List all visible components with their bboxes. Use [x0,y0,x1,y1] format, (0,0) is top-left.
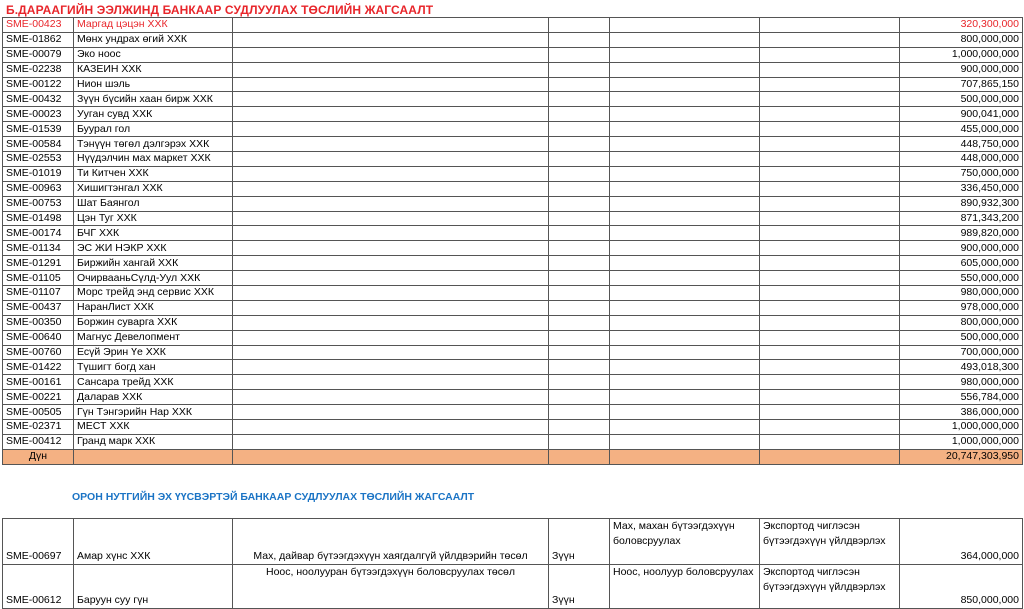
empty-cell [549,137,610,152]
company-name-cell: Нүүдэлчин мах маркет ХХК [74,152,233,167]
empty-cell [233,181,549,196]
region-cell: Зүүн [549,565,610,609]
project-code-cell: SME-00584 [3,137,74,152]
empty-cell [549,226,610,241]
empty-cell [760,166,900,181]
product-cell: Ноос, ноолуур боловсруулах [610,565,760,609]
amount-cell: 900,000,000 [900,241,1023,256]
empty-cell [549,211,610,226]
project-code-cell: SME-01107 [3,286,74,301]
empty-cell [760,107,900,122]
amount-cell: 556,784,000 [900,390,1023,405]
amount-cell: 500,000,000 [900,92,1023,107]
project-code-cell: SME-00697 [3,519,74,565]
empty-cell [233,122,549,137]
empty-cell [760,32,900,47]
empty-cell [610,226,760,241]
empty-cell [610,420,760,435]
empty-cell [233,62,549,77]
empty-cell [760,375,900,390]
table-row [3,345,1023,360]
table-row [3,360,1023,375]
amount-cell: 900,041,000 [900,107,1023,122]
table-row [3,62,1023,77]
amount-cell: 989,820,000 [900,226,1023,241]
amount-cell: 871,343,200 [900,211,1023,226]
project-code-cell: SME-01019 [3,166,74,181]
company-name-cell: ЭС ЖИ НЭКР ХХК [74,241,233,256]
empty-cell [610,166,760,181]
project-code-cell: SME-00423 [3,18,74,33]
main-project-table [2,17,1023,465]
empty-cell [233,92,549,107]
empty-cell [549,375,610,390]
amount-cell: 750,000,000 [900,166,1023,181]
empty-cell [760,300,900,315]
empty-cell [610,77,760,92]
empty-cell [610,315,760,330]
amount-cell: 1,000,000,000 [900,420,1023,435]
empty-cell [549,92,610,107]
company-name-cell: Биржийн хангай ХХК [74,256,233,271]
empty-cell [610,271,760,286]
empty-cell [549,315,610,330]
amount-cell: 978,000,000 [900,300,1023,315]
company-name-cell: Тэнүүн төгөл дэлгэрэх ХХК [74,137,233,152]
empty-cell [760,330,900,345]
project-code-cell: SME-01422 [3,360,74,375]
company-name-cell: Ти Китчен ХХК [74,166,233,181]
empty-cell [233,226,549,241]
table-row [3,256,1023,271]
company-name-cell: Эко ноос [74,47,233,62]
empty-cell [610,122,760,137]
empty-cell [760,315,900,330]
local-table-row [3,565,1023,609]
table-row [3,137,1023,152]
empty-cell [549,32,610,47]
amount-cell: 455,000,000 [900,122,1023,137]
company-name-cell: Баруун суу гүн [74,565,233,609]
empty-cell [549,18,610,33]
company-name-cell: Маргад цэцэн ХХК [74,18,233,33]
project-code-cell: SME-00437 [3,300,74,315]
amount-cell: 707,865,150 [900,77,1023,92]
local-table-row [3,519,1023,565]
empty-cell [610,300,760,315]
empty-cell [233,152,549,167]
company-name-cell: Гүн Тэнгэрийн Нар ХХК [74,405,233,420]
table-row [3,390,1023,405]
company-name-cell: Түшигт богд хан [74,360,233,375]
company-name-cell: Нион шэль [74,77,233,92]
empty-cell [233,286,549,301]
empty-cell [760,420,900,435]
empty-cell [760,434,900,449]
empty-cell [610,211,760,226]
company-name-cell: Шат Баянгол [74,196,233,211]
category-cell: Экспортод чиглэсэн бүтээгдэхүүн үйлдвэрлэх [760,565,900,609]
empty-cell [74,449,233,464]
table-row [3,152,1023,167]
project-code-cell: SME-01539 [3,122,74,137]
empty-cell [760,226,900,241]
empty-cell [549,256,610,271]
table-row [3,32,1023,47]
amount-cell: 1,000,000,000 [900,47,1023,62]
category-cell: Экспортод чиглэсэн бүтээгдэхүүн үйлдвэрлэх [760,519,900,565]
company-name-cell: КАЗЕИН ХХК [74,62,233,77]
company-name-cell: МЕСТ ХХК [74,420,233,435]
project-code-cell: SME-02238 [3,62,74,77]
empty-cell [760,390,900,405]
amount-cell: 605,000,000 [900,256,1023,271]
empty-cell [760,360,900,375]
project-code-cell: SME-00412 [3,434,74,449]
amount-cell: 800,000,000 [900,32,1023,47]
project-code-cell: SME-00122 [3,77,74,92]
amount-cell: 890,932,300 [900,196,1023,211]
project-description-cell: Мах, дайвар бүтээгдэхүүн хаягдалгүй үйлдвэрийн төсөл [233,519,549,565]
empty-cell [233,330,549,345]
empty-cell [760,256,900,271]
table-row [3,420,1023,435]
amount-cell: 364,000,000 [900,519,1023,565]
empty-cell [233,211,549,226]
empty-cell [549,152,610,167]
table-row [3,122,1023,137]
empty-cell [760,152,900,167]
project-code-cell: SME-00221 [3,390,74,405]
project-code-cell: SME-00753 [3,196,74,211]
empty-cell [233,271,549,286]
table-row [3,271,1023,286]
company-name-cell: Магнус Девелопмент [74,330,233,345]
total-label: Дүн [3,449,74,464]
empty-cell [549,345,610,360]
table-row [3,434,1023,449]
empty-cell [233,360,549,375]
empty-cell [610,196,760,211]
table-row [3,107,1023,122]
empty-cell [549,360,610,375]
amount-cell: 336,450,000 [900,181,1023,196]
total-amount: 20,747,303,950 [900,449,1023,464]
empty-cell [233,256,549,271]
company-name-cell: Боржин суварга ХХК [74,315,233,330]
main-list-title: Б.ДАРААГИЙН ЭЭЛЖИНД БАНКААР СУДЛУУЛАХ ТӨСЛИЙН ЖАГСААЛТ [6,3,434,17]
project-code-cell: SME-01105 [3,271,74,286]
company-name-cell: БЧГ ХХК [74,226,233,241]
empty-cell [233,107,549,122]
project-code-cell: SME-01134 [3,241,74,256]
amount-cell: 500,000,000 [900,330,1023,345]
empty-cell [549,196,610,211]
project-code-cell: SME-01498 [3,211,74,226]
table-row [3,47,1023,62]
empty-cell [760,181,900,196]
empty-cell [760,286,900,301]
empty-cell [760,405,900,420]
amount-cell: 800,000,000 [900,315,1023,330]
amount-cell: 700,000,000 [900,345,1023,360]
table-row [3,226,1023,241]
empty-cell [549,47,610,62]
empty-cell [760,92,900,107]
amount-cell: 386,000,000 [900,405,1023,420]
table-row [3,375,1023,390]
empty-cell [549,390,610,405]
empty-cell [233,375,549,390]
project-code-cell: SME-00963 [3,181,74,196]
table-row [3,77,1023,92]
empty-cell [610,92,760,107]
empty-cell [549,420,610,435]
empty-cell [549,107,610,122]
empty-cell [610,449,760,464]
amount-cell: 900,000,000 [900,62,1023,77]
table-row [3,211,1023,226]
empty-cell [233,47,549,62]
project-description-cell: Ноос, ноолууран бүтээгдэхүүн боловсруулах төсөл [233,565,549,609]
empty-cell [549,241,610,256]
empty-cell [610,62,760,77]
empty-cell [233,405,549,420]
local-list-title: ОРОН НУТГИЙН ЭХ ҮҮСВЭРТЭЙ БАНКААР СУДЛУУЛАХ ТӨСЛИЙН ЖАГСААЛТ [72,491,475,503]
empty-cell [233,18,549,33]
empty-cell [233,77,549,92]
table-row [3,405,1023,420]
company-name-cell: Амар хүнс ХХК [74,519,233,565]
project-code-cell: SME-02553 [3,152,74,167]
empty-cell [233,449,549,464]
empty-cell [610,152,760,167]
empty-cell [233,315,549,330]
empty-cell [610,330,760,345]
project-code-cell: SME-01862 [3,32,74,47]
empty-cell [233,390,549,405]
empty-cell [610,375,760,390]
company-name-cell: Зүүн бүсийн хаан бирж ХХК [74,92,233,107]
empty-cell [760,345,900,360]
amount-cell: 980,000,000 [900,286,1023,301]
company-name-cell: ОчирвааньСүлд-Уул ХХК [74,271,233,286]
table-row [3,300,1023,315]
empty-cell [233,345,549,360]
product-cell: Мах, махан бүтээгдэхүүн боловсруулах [610,519,760,565]
empty-cell [233,434,549,449]
project-code-cell: SME-00161 [3,375,74,390]
project-code-cell: SME-00640 [3,330,74,345]
company-name-cell: Мөнх ундрах өгий ХХК [74,32,233,47]
amount-cell: 320,300,000 [900,18,1023,33]
empty-cell [610,286,760,301]
total-row [3,449,1023,464]
empty-cell [549,122,610,137]
empty-cell [760,196,900,211]
project-code-cell: SME-00612 [3,565,74,609]
empty-cell [549,449,610,464]
empty-cell [760,47,900,62]
table-row [3,315,1023,330]
empty-cell [760,211,900,226]
empty-cell [549,330,610,345]
table-row [3,92,1023,107]
empty-cell [233,241,549,256]
empty-cell [610,434,760,449]
empty-cell [610,360,760,375]
table-row [3,286,1023,301]
project-code-cell: SME-00432 [3,92,74,107]
company-name-cell: Буурал гол [74,122,233,137]
table-row [3,18,1023,33]
empty-cell [760,18,900,33]
table-row [3,196,1023,211]
project-code-cell: SME-00023 [3,107,74,122]
amount-cell: 850,000,000 [900,565,1023,609]
empty-cell [233,300,549,315]
project-code-cell: SME-02371 [3,420,74,435]
project-code-cell: SME-00505 [3,405,74,420]
empty-cell [233,196,549,211]
local-project-table [2,518,1023,609]
company-name-cell: Цэн Туг ХХК [74,211,233,226]
empty-cell [549,77,610,92]
amount-cell: 1,000,000,000 [900,434,1023,449]
empty-cell [549,286,610,301]
region-cell: Зүүн [549,519,610,565]
empty-cell [610,47,760,62]
empty-cell [610,241,760,256]
empty-cell [610,390,760,405]
empty-cell [760,449,900,464]
empty-cell [760,271,900,286]
empty-cell [233,166,549,181]
empty-cell [610,18,760,33]
company-name-cell: Даларав ХХК [74,390,233,405]
empty-cell [760,77,900,92]
table-row [3,330,1023,345]
project-code-cell: SME-00760 [3,345,74,360]
empty-cell [233,420,549,435]
amount-cell: 493,018,300 [900,360,1023,375]
company-name-cell: Гранд марк ХХК [74,434,233,449]
project-code-cell: SME-00079 [3,47,74,62]
company-name-cell: Хишигтэнгал ХХК [74,181,233,196]
empty-cell [610,256,760,271]
empty-cell [610,405,760,420]
empty-cell [549,62,610,77]
company-name-cell: Есүй Эрин Үе ХХК [74,345,233,360]
empty-cell [549,300,610,315]
table-row [3,241,1023,256]
empty-cell [760,241,900,256]
empty-cell [233,137,549,152]
empty-cell [760,137,900,152]
empty-cell [549,166,610,181]
company-name-cell: Сансара трейд ХХК [74,375,233,390]
amount-cell: 448,000,000 [900,152,1023,167]
project-code-cell: SME-01291 [3,256,74,271]
amount-cell: 448,750,000 [900,137,1023,152]
empty-cell [549,434,610,449]
table-row [3,166,1023,181]
project-code-cell: SME-00350 [3,315,74,330]
table-row [3,181,1023,196]
empty-cell [610,137,760,152]
empty-cell [233,32,549,47]
company-name-cell: НаранЛист ХХК [74,300,233,315]
empty-cell [610,345,760,360]
empty-cell [549,271,610,286]
project-code-cell: SME-00174 [3,226,74,241]
amount-cell: 550,000,000 [900,271,1023,286]
empty-cell [760,62,900,77]
empty-cell [549,181,610,196]
company-name-cell: Ууган сувд ХХК [74,107,233,122]
empty-cell [610,107,760,122]
empty-cell [549,405,610,420]
amount-cell: 980,000,000 [900,375,1023,390]
empty-cell [610,32,760,47]
empty-cell [610,181,760,196]
company-name-cell: Морс трейд энд сервис ХХК [74,286,233,301]
empty-cell [760,122,900,137]
